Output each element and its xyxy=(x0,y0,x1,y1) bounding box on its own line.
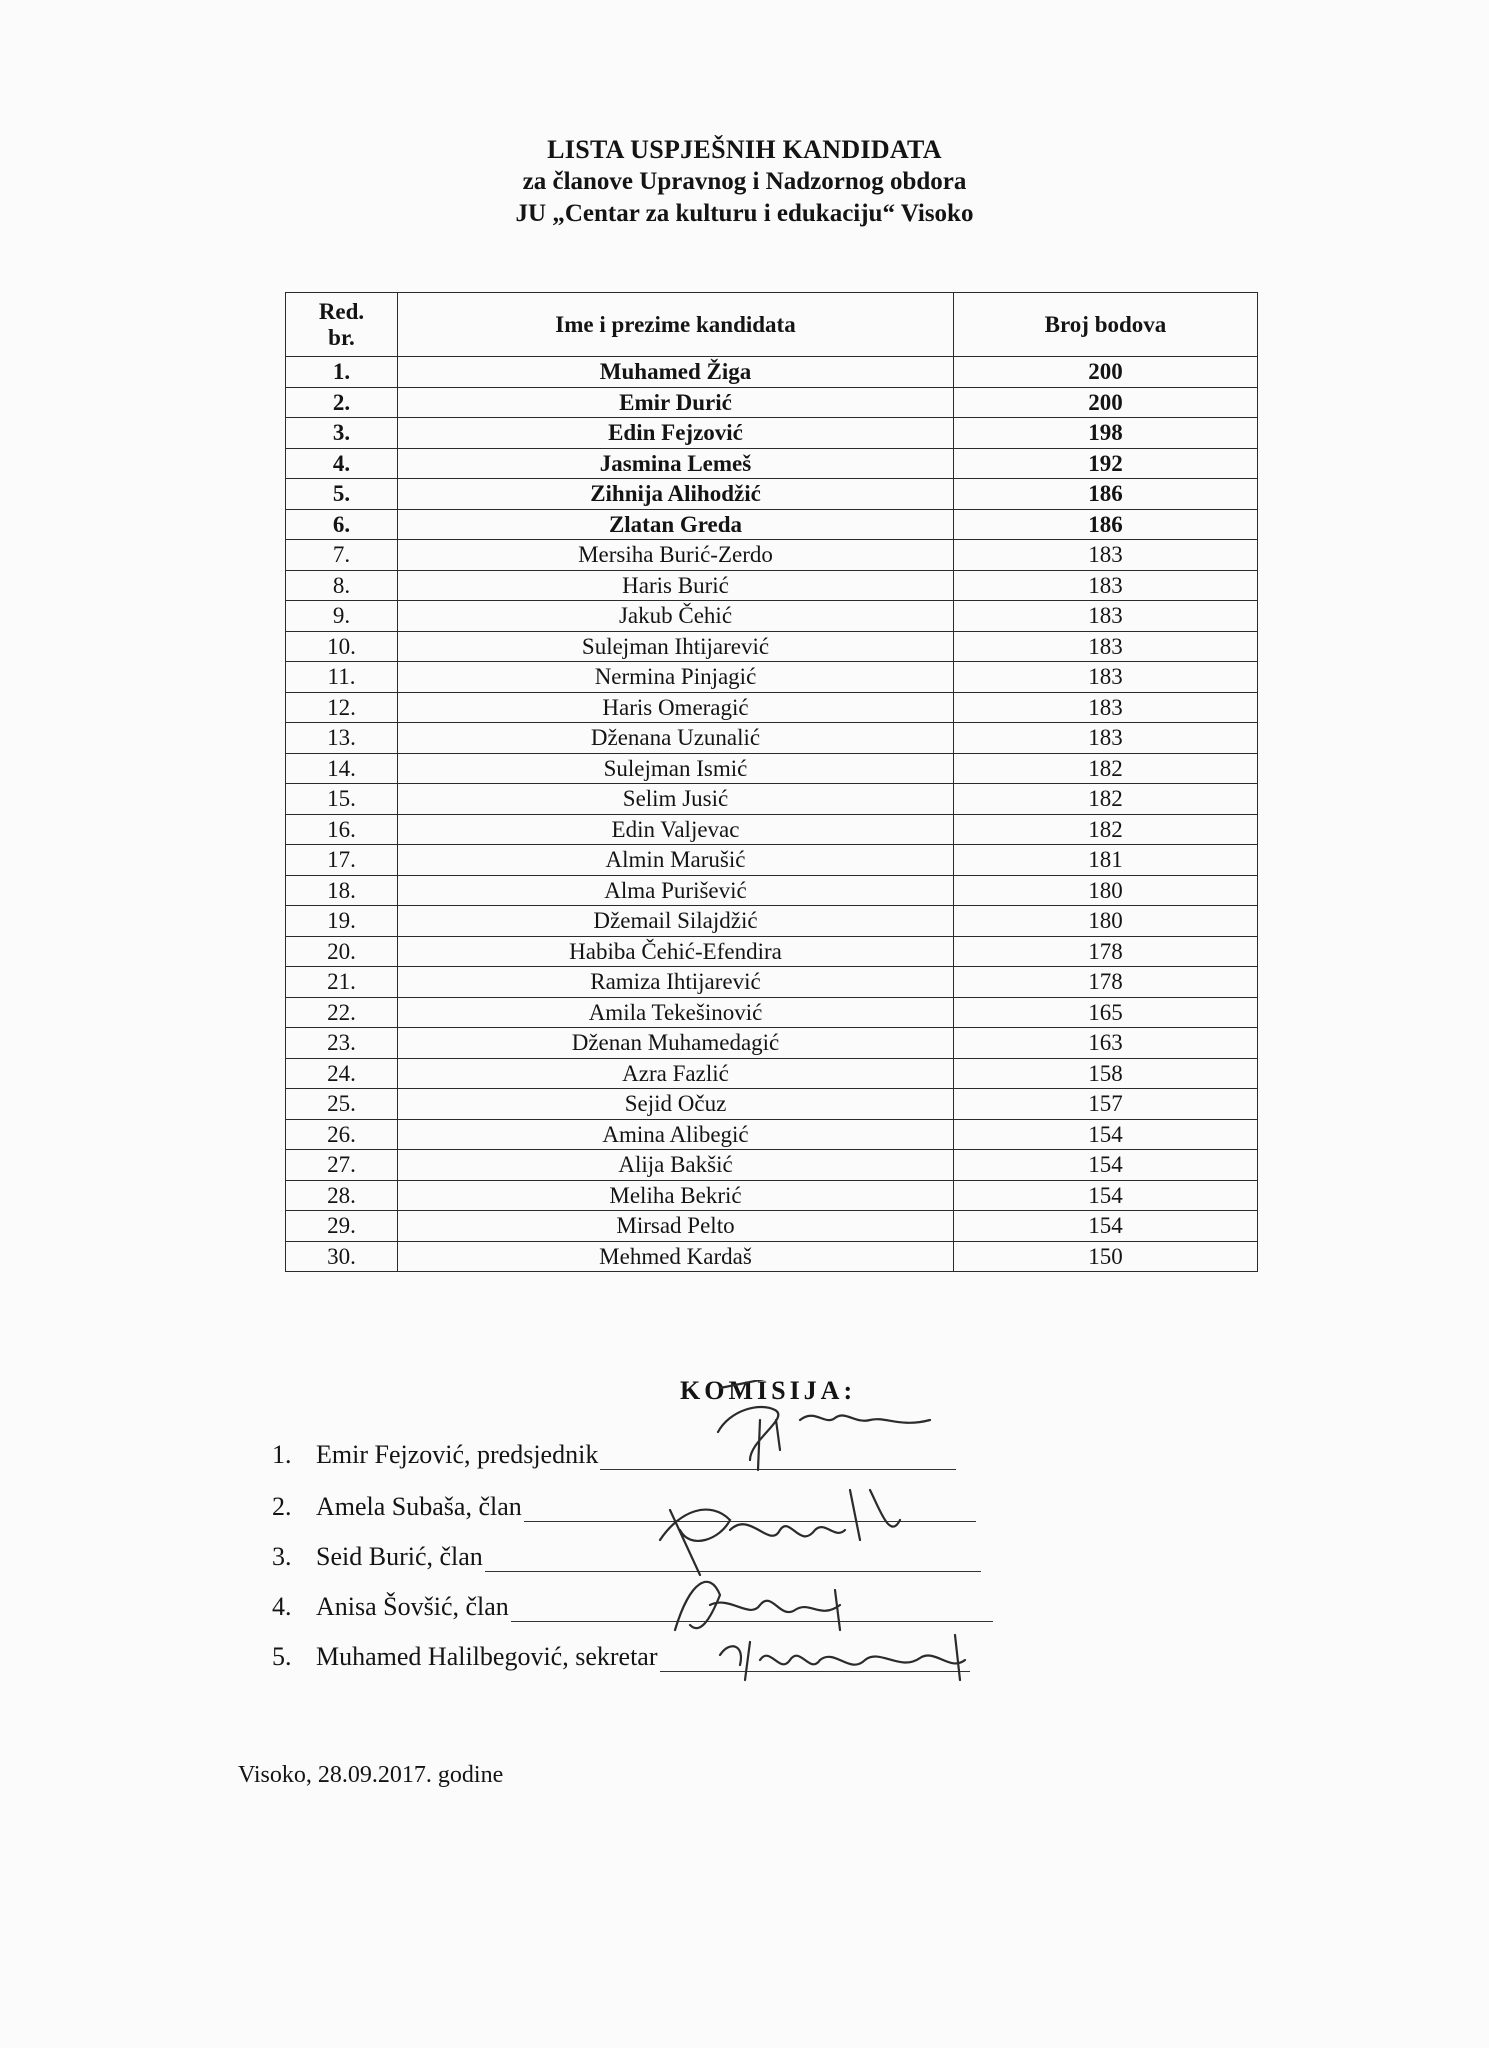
row-candidate-name: Meliha Bekrić xyxy=(398,1180,954,1211)
table-row xyxy=(286,784,1258,815)
row-order-number: 16. xyxy=(286,814,398,845)
row-order-number: 10. xyxy=(286,631,398,662)
row-points: 183 xyxy=(954,723,1258,754)
row-candidate-name: Haris Omeragić xyxy=(398,692,954,723)
member-number: 1. xyxy=(272,1440,292,1469)
signature-line xyxy=(485,1545,981,1572)
member-number: 4. xyxy=(272,1592,292,1621)
row-order-number: 1. xyxy=(286,357,398,388)
commission-member xyxy=(272,1592,993,1626)
row-candidate-name: Jakub Čehić xyxy=(398,601,954,632)
document-title: LISTA USPJEŠNIH KANDIDATA xyxy=(547,135,942,164)
row-order-number: 13. xyxy=(286,723,398,754)
row-candidate-name: Džemail Silajdžić xyxy=(398,906,954,937)
table-body xyxy=(286,357,1258,1272)
row-order-number: 24. xyxy=(286,1058,398,1089)
row-points: 186 xyxy=(954,479,1258,510)
row-points: 183 xyxy=(954,601,1258,632)
row-points: 154 xyxy=(954,1180,1258,1211)
commission-title: KOMISIJA: xyxy=(680,1376,857,1405)
row-points: 183 xyxy=(954,570,1258,601)
commission-member xyxy=(272,1492,976,1526)
table-row xyxy=(286,1180,1258,1211)
row-points: 183 xyxy=(954,662,1258,693)
row-order-number: 19. xyxy=(286,906,398,937)
row-candidate-name: Azra Fazlić xyxy=(398,1058,954,1089)
document-subtitle: za članove Upravnog i Nadzornog obdora xyxy=(522,168,967,195)
row-candidate-name: Edin Fejzović xyxy=(398,418,954,449)
row-candidate-name: Muhamed Žiga xyxy=(398,357,954,388)
row-order-number: 6. xyxy=(286,509,398,540)
row-order-number: 25. xyxy=(286,1089,398,1120)
header-points: Broj bodova xyxy=(954,293,1258,357)
table-row xyxy=(286,1211,1258,1242)
row-order-number: 3. xyxy=(286,418,398,449)
row-candidate-name: Sulejman Ismić xyxy=(398,753,954,784)
row-order-number: 8. xyxy=(286,570,398,601)
candidates-table xyxy=(285,292,1258,1272)
table-row xyxy=(286,906,1258,937)
table-row xyxy=(286,1028,1258,1059)
row-points: 180 xyxy=(954,875,1258,906)
commission-member xyxy=(272,1440,956,1474)
row-candidate-name: Ramiza Ihtijarević xyxy=(398,967,954,998)
row-order-number: 23. xyxy=(286,1028,398,1059)
row-order-number: 11. xyxy=(286,662,398,693)
row-candidate-name: Dženana Uzunalić xyxy=(398,723,954,754)
row-order-number: 18. xyxy=(286,875,398,906)
row-points: 158 xyxy=(954,1058,1258,1089)
row-candidate-name: Amila Tekešinović xyxy=(398,997,954,1028)
row-points: 182 xyxy=(954,784,1258,815)
table-row xyxy=(286,418,1258,449)
header-order-number: Red. br. xyxy=(286,293,398,357)
table-row xyxy=(286,1150,1258,1181)
row-points: 183 xyxy=(954,631,1258,662)
table-row xyxy=(286,1089,1258,1120)
row-order-number: 28. xyxy=(286,1180,398,1211)
row-candidate-name: Jasmina Lemeš xyxy=(398,448,954,479)
row-points: 200 xyxy=(954,357,1258,388)
table-row xyxy=(286,814,1258,845)
row-candidate-name: Emir Durić xyxy=(398,387,954,418)
row-order-number: 22. xyxy=(286,997,398,1028)
row-order-number: 30. xyxy=(286,1241,398,1272)
row-candidate-name: Nermina Pinjagić xyxy=(398,662,954,693)
row-order-number: 26. xyxy=(286,1119,398,1150)
row-candidate-name: Zihnija Alihodžić xyxy=(398,479,954,510)
table-row xyxy=(286,845,1258,876)
table-row xyxy=(286,631,1258,662)
row-points: 154 xyxy=(954,1119,1258,1150)
table-row xyxy=(286,387,1258,418)
member-number: 3. xyxy=(272,1542,292,1571)
row-candidate-name: Habiba Čehić-Efendira xyxy=(398,936,954,967)
row-points: 154 xyxy=(954,1211,1258,1242)
table-row xyxy=(286,662,1258,693)
row-candidate-name: Sejid Očuz xyxy=(398,1089,954,1120)
commission-member xyxy=(272,1642,970,1676)
table-row xyxy=(286,1241,1258,1272)
row-points: 198 xyxy=(954,418,1258,449)
row-order-number: 29. xyxy=(286,1211,398,1242)
row-candidate-name: Edin Valjevac xyxy=(398,814,954,845)
table-row xyxy=(286,448,1258,479)
table-row xyxy=(286,936,1258,967)
row-points: 178 xyxy=(954,967,1258,998)
member-name: Muhamed Halilbegović, sekretar xyxy=(316,1642,658,1671)
row-candidate-name: Zlatan Greda xyxy=(398,509,954,540)
row-order-number: 20. xyxy=(286,936,398,967)
signature-line xyxy=(660,1645,970,1672)
row-points: 192 xyxy=(954,448,1258,479)
row-candidate-name: Mirsad Pelto xyxy=(398,1211,954,1242)
table-row xyxy=(286,479,1258,510)
row-candidate-name: Dženan Muhamedagić xyxy=(398,1028,954,1059)
table-row xyxy=(286,692,1258,723)
row-points: 150 xyxy=(954,1241,1258,1272)
row-points: 157 xyxy=(954,1089,1258,1120)
row-points: 183 xyxy=(954,540,1258,571)
row-order-number: 12. xyxy=(286,692,398,723)
row-points: 163 xyxy=(954,1028,1258,1059)
table-row xyxy=(286,875,1258,906)
table-row xyxy=(286,540,1258,571)
table-row xyxy=(286,997,1258,1028)
commission-member xyxy=(272,1542,981,1576)
row-candidate-name: Mersiha Burić-Zerdo xyxy=(398,540,954,571)
table-row xyxy=(286,967,1258,998)
row-points: 200 xyxy=(954,387,1258,418)
row-candidate-name: Almin Marušić xyxy=(398,845,954,876)
signature-line xyxy=(524,1495,976,1522)
row-candidate-name: Mehmed Kardaš xyxy=(398,1241,954,1272)
row-order-number: 9. xyxy=(286,601,398,632)
row-order-number: 17. xyxy=(286,845,398,876)
institution-name: JU „Centar za kulturu i edukaciju“ Visoko xyxy=(515,200,974,227)
row-points: 181 xyxy=(954,845,1258,876)
member-name: Emir Fejzović, predsjednik xyxy=(316,1440,599,1469)
signature-line xyxy=(511,1595,993,1622)
member-name: Anisa Šovšić, član xyxy=(316,1592,509,1621)
table-row xyxy=(286,1058,1258,1089)
row-points: 180 xyxy=(954,906,1258,937)
row-order-number: 27. xyxy=(286,1150,398,1181)
row-candidate-name: Selim Jusić xyxy=(398,784,954,815)
table-row xyxy=(286,723,1258,754)
row-points: 182 xyxy=(954,753,1258,784)
document-header xyxy=(0,134,1489,230)
row-order-number: 21. xyxy=(286,967,398,998)
signature-line xyxy=(600,1443,956,1470)
table-row xyxy=(286,753,1258,784)
row-order-number: 15. xyxy=(286,784,398,815)
row-points: 186 xyxy=(954,509,1258,540)
table-header-row xyxy=(286,293,1258,357)
row-points: 183 xyxy=(954,692,1258,723)
member-number: 2. xyxy=(272,1492,292,1521)
row-candidate-name: Alma Purišević xyxy=(398,875,954,906)
row-points: 182 xyxy=(954,814,1258,845)
member-name: Seid Burić, član xyxy=(316,1542,483,1571)
table-row xyxy=(286,509,1258,540)
member-number: 5. xyxy=(272,1642,292,1671)
row-order-number: 2. xyxy=(286,387,398,418)
row-candidate-name: Amina Alibegić xyxy=(398,1119,954,1150)
place-and-date: Visoko, 28.09.2017. godine xyxy=(238,1762,504,1788)
row-order-number: 7. xyxy=(286,540,398,571)
table-row xyxy=(286,1119,1258,1150)
row-order-number: 5. xyxy=(286,479,398,510)
row-points: 154 xyxy=(954,1150,1258,1181)
row-order-number: 14. xyxy=(286,753,398,784)
table-row xyxy=(286,570,1258,601)
signature-mark xyxy=(800,1415,930,1422)
row-candidate-name: Haris Burić xyxy=(398,570,954,601)
row-points: 178 xyxy=(954,936,1258,967)
table-row xyxy=(286,357,1258,388)
table-row xyxy=(286,601,1258,632)
row-candidate-name: Alija Bakšić xyxy=(398,1150,954,1181)
row-candidate-name: Sulejman Ihtijarević xyxy=(398,631,954,662)
header-candidate-name: Ime i prezime kandidata xyxy=(398,293,954,357)
row-order-number: 4. xyxy=(286,448,398,479)
member-name: Amela Subaša, član xyxy=(316,1492,522,1521)
row-points: 165 xyxy=(954,997,1258,1028)
